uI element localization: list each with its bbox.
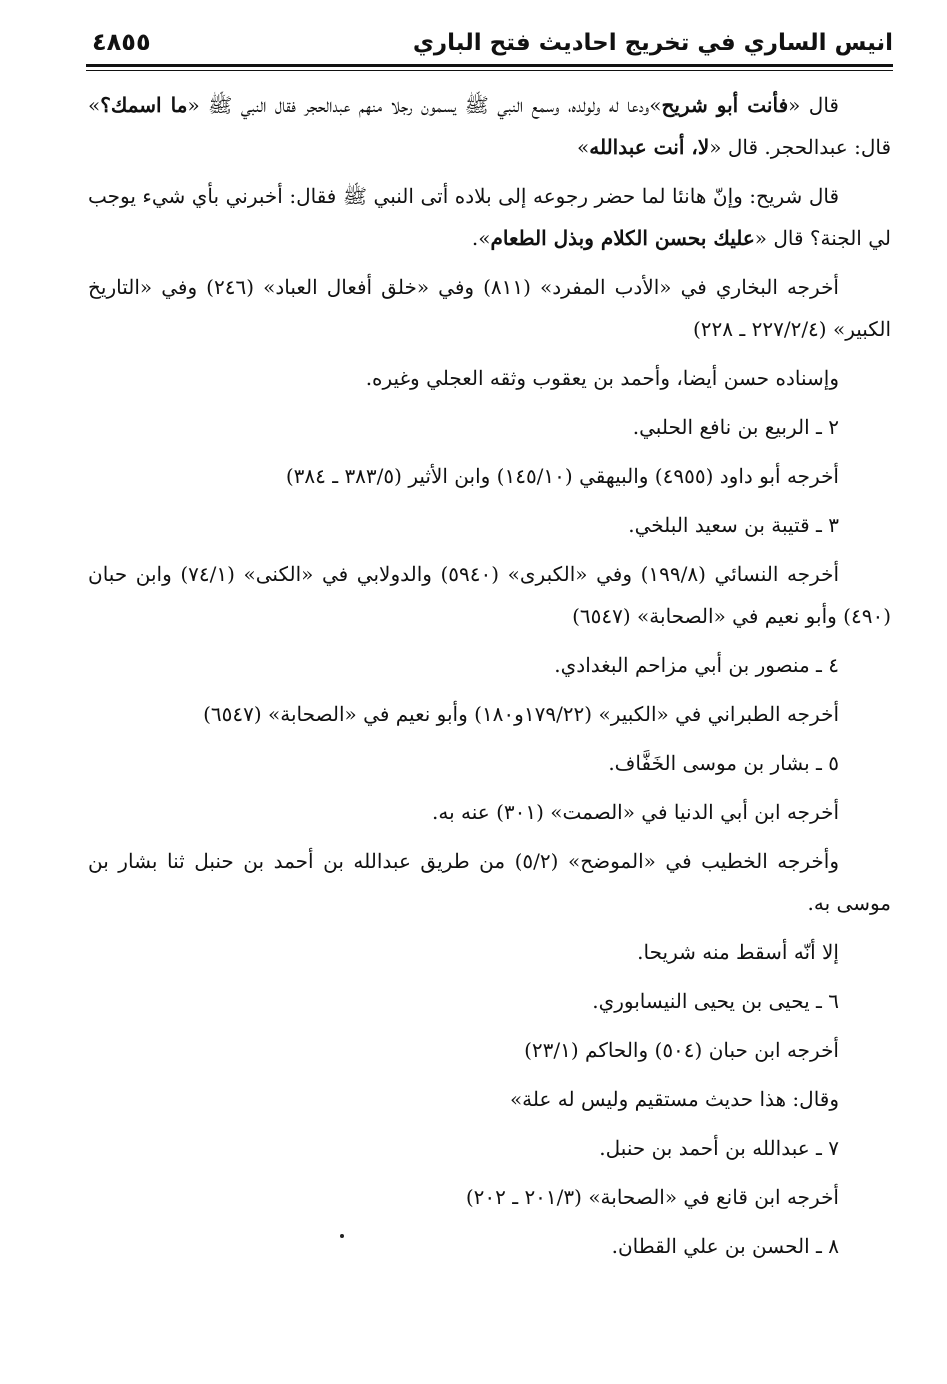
- paragraph: [88, 742, 891, 784]
- header-rule: [86, 64, 893, 67]
- text-segment: أخرجه ابن حبان (٥٠٤) والحاكم (٢٣/١): [524, 1038, 839, 1062]
- text-segment: ».: [471, 226, 491, 250]
- paragraph: [88, 1176, 891, 1218]
- text-segment: ٦ ـ يحيى بن يحيى النيسابوري.: [592, 989, 839, 1013]
- paragraph: [88, 406, 891, 448]
- paragraph: [88, 644, 891, 686]
- paragraph: [88, 1029, 891, 1071]
- text-segment: إلا أنّه أسقط منه شريحا.: [637, 940, 839, 964]
- text-segment: »: [576, 135, 590, 159]
- paragraph: [88, 357, 891, 399]
- paragraph: [88, 693, 891, 735]
- paragraph: [88, 504, 891, 546]
- quote-bold-text: لا، أنت عبدالله: [589, 135, 710, 159]
- stray-dot: [340, 1234, 344, 1238]
- text-segment: أخرجه الطبراني في «الكبير» (١٧٩/٢٢و١٨٠) وأبو نعيم في «الصحابة» (٦٥٤٧): [203, 702, 839, 726]
- text-segment: ٨ ـ الحسن بن علي القطان.: [611, 1234, 839, 1258]
- text-segment: أخرجه ابن أبي الدنيا في «الصمت» (٣٠١) عنه به.: [432, 800, 839, 824]
- paragraph: [88, 1225, 891, 1267]
- text-segment: ٥ ـ بشار بن موسى الخَفَّاف.: [608, 751, 839, 775]
- paragraph: [88, 1078, 891, 1120]
- quote-bold-text: عليك بحسن الكلام وبذل الطعام: [490, 226, 755, 250]
- paragraph: [88, 266, 891, 350]
- running-title: انيس الساري في تخريج احاديث فتح الباري: [412, 30, 893, 56]
- paragraph: [88, 553, 891, 637]
- text-segment: وأخرجه الخطيب في «الموضح» (٥/٢) من طريق عبدالله بن أحمد بن حنبل ثنا بشار بن موسى به.: [88, 849, 891, 915]
- paragraph: [88, 175, 891, 259]
- paragraph: [88, 980, 891, 1022]
- text-segment: ٧ ـ عبدالله بن أحمد بن حنبل.: [599, 1136, 839, 1160]
- paragraph: [88, 840, 891, 924]
- text-segment: قال «: [788, 93, 839, 117]
- text-segment: ٢ ـ الربيع بن نافع الحلبي.: [632, 415, 839, 439]
- text-segment: »ودعا له ولولده، وسمع النبي ﷺ يسمون رجلا منهم عبدالحجر فقال النبي ﷺ «: [187, 93, 662, 117]
- paragraph: [88, 455, 891, 497]
- paragraph: [88, 931, 891, 973]
- text-segment: قال شريح: وإنّ هانئا لما حضر رجوعه إلى بلاده أتى النبي ﷺ فقال: أخبرني بأي شيء يوجب لي الجنة؟ قال «: [88, 184, 891, 250]
- text-segment: ٤ ـ منصور بن أبي مزاحم البغدادي.: [554, 653, 839, 677]
- text-segment: » قال: عبدالحجر. قال «: [88, 93, 891, 159]
- text-segment: أخرجه البخاري في «الأدب المفرد» (٨١١) وفي «خلق أفعال العباد» (٢٤٦) وفي «التاريخ الكبير» (٢٢٧/٢/٤ ـ ٢٢٨): [88, 275, 891, 341]
- quote-bold-text: ما اسمك؟: [100, 93, 188, 117]
- text-segment: أخرجه أبو داود (٤٩٥٥) والبيهقي (١٤٥/١٠) وابن الأثير (٣٨٣/٥ ـ ٣٨٤): [285, 464, 839, 488]
- quote-bold-text: فأنت أبو شريح: [661, 93, 789, 117]
- text-segment: وإسناده حسن أيضا، وأحمد بن يعقوب وثقه العجلي وغيره.: [365, 366, 839, 390]
- page-number: ٤٨٥٥: [92, 28, 151, 56]
- paragraph: [88, 1127, 891, 1169]
- paragraph: [88, 84, 891, 168]
- header-rule-thin: [86, 70, 893, 71]
- body-text: [88, 84, 891, 1274]
- text-segment: أخرجه النسائي (١٩٩/٨) وفي «الكبرى» (٥٩٤٠) والدولابي في «الكنى» (٧٤/١) وابن حبان (٤٩٠) وأبو نعيم في «الصحابة» (٦٥٤٧): [88, 562, 891, 628]
- page-header: [86, 24, 893, 64]
- text-segment: ٣ ـ قتيبة بن سعيد البلخي.: [628, 513, 839, 537]
- text-segment: وقال: هذا حديث مستقيم وليس له علة»: [509, 1087, 839, 1111]
- text-segment: أخرجه ابن قانع في «الصحابة» (٢٠١/٣ ـ ٢٠٢): [465, 1185, 839, 1209]
- paragraph: [88, 791, 891, 833]
